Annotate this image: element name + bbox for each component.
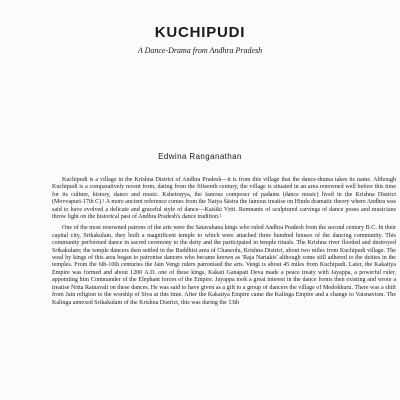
- article-title: KUCHIPUDI: [154, 24, 246, 41]
- article-subtitle: A Dance-Drama from Andhra Pradesh: [137, 46, 263, 55]
- body-paragraph: One of the most renowned patrons of the arts were the Satavahana kings who ruled Andhra Pradesh from the second century B.C. In their capital city, Srikakulam, they built a magnificent temple to which were attached three hundred houses of the dancing community. This community performed dance in sacred ceremony to the deity and the participated in temple rituals. The Krishna river flooded and destroyed Srikakulam; the temple dancers then settled in the Buddhist area of Chaneolu, Krishna District, about two miles from Kuchipudi village. The weal by kings of this area began to patronise dancers who became known as 'Raja Nartakis' although some still adhered to the deities in the temples. From the 6th-10th centuries the Jain Vengi rulers patronised the arts. Vengi is about 45 miles from Kuchipudi. Later, the Kakatiya Empire was formed and about 1200 A.D. one of these kings, Kakati Ganapati Deva made a peace treaty with Jayappa, a powerful ruler, appointing him Commander of the Elephant forces of the Empire. Jayappa took a great interest in the dance forms then existing and wrote a treatise Nrtta Ratnavali on these dances. He was said to have given as a gift to a group of dancers the village of Modokkuru. There was a shift from Jain religion to the worship of Siva at this time. After the Kakatiya Empire came the Kalinga Empire and a change to Vaisnavism. The Kalinga annexed Srikakulam of the Krishna District, this was during the 13th: [52, 225, 396, 306]
- body-paragraph: Kuchipudi is a village in the Krishna District of Andhra Pradesh—it is from this village that the dance-drama takes its name. Although Kuchipudi is a comparatively recent form, dating from the fifteenth century, the village is situated in an area renowned well before this time for its culture, history, dance and music. Kshetrayya, the famous composer of padams (dance music) lived in the Krishna District (Movvapuri-17th C).¹ A more ancient reference comes from the Natya Śāstra the famous treatise on Hindu dramatic theory where Andhra was said to have evolved a delicate and graceful style of dance—Kaiśiki Vṛtti. Remnants of sculptured carvings of dance poses and musicians throw light on the historical past of Andhra Pradesh's dance tradition.²: [52, 177, 396, 221]
- author-name: Edwina Ranganathan: [158, 152, 242, 161]
- article-body: [52, 177, 396, 311]
